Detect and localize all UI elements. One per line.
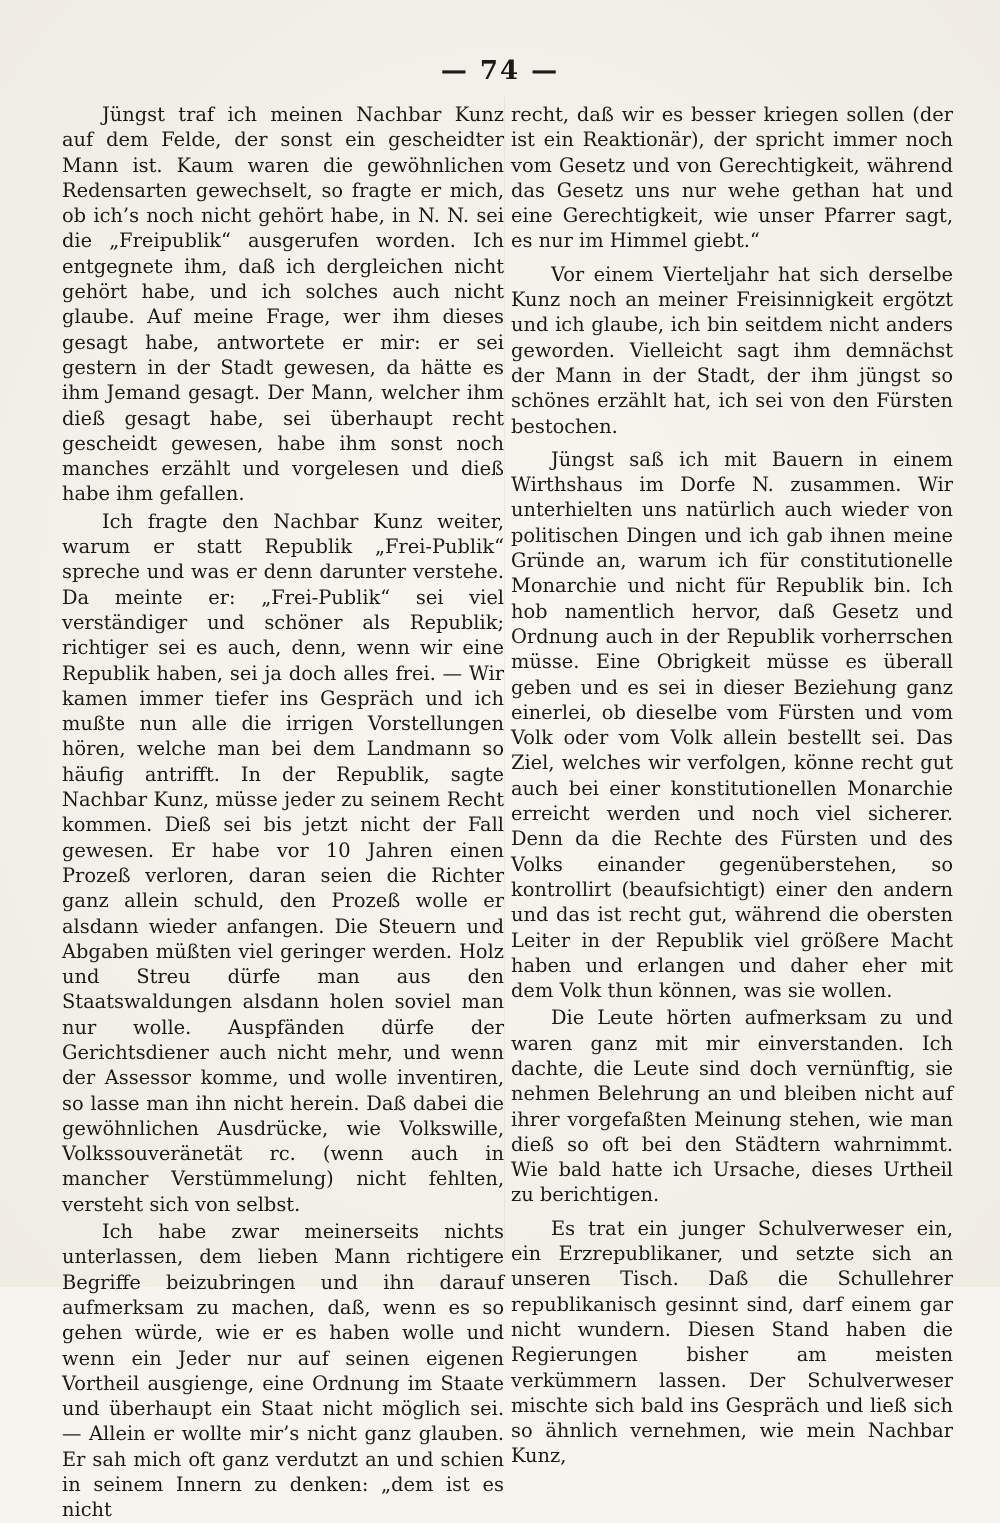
paragraph-6: Jüngst saß ich mit Bauern in einem Wirthshaus im Dorfe N. zusammen. Wir unterhielten uns natürlich auch wieder von politischen Dingen und ich gab ihnen meine Gründe an, warum ich für constitutionelle Monarchie und nicht für Republik bin. Ich hob namentlich hervor, daß Gesetz und Ordnung auch in der Republik vorherrschen müsse. Eine Obrigkeit müsse es überall geben und es sei in dieser Beziehung ganz einerlei, ob dieselbe vom Fürsten und vom Volk oder vom Volk allein bestellt sei. Das Ziel, welches wir verfolgen, könne recht gut auch bei einer konstitutionellen Monarchie erreicht werden und noch viel sicherer. Denn da die Rechte des Fürsten und des Volks einander gegenüberstehen, so kontrollirt (beaufsichtigt) einer den andern und das ist recht gut, während die obersten Leiter in der Republik viel größere Macht haben und erlangen und daher eher mit dem Volk thun können, was sie wollen.: [511, 447, 953, 1003]
right-column: [511, 102, 953, 1469]
left-column: [62, 102, 504, 1523]
paragraph-7: Die Leute hörten aufmerksam zu und waren ganz mit mir einverstanden. Ich dachte, die Leute sind doch vernünftig, sie nehmen Belehrung an und bleiben nicht auf ihrer vorgefaßten Meinung stehen, wie man dieß so oft bei den Städtern wahrnimmt. Wie bald hatte ich Ursache, dieses Urtheil zu berichtigen.: [511, 1006, 953, 1207]
paragraph-1: Jüngst traf ich meinen Nachbar Kunz auf dem Felde, der sonst ein gescheidter Mann ist. Kaum waren die gewöhnlichen Redensarten gewechselt, so fragte er mich, ob ich’s noch nicht gehört habe, in N. N. sei die „Freipublik“ ausgerufen worden. Ich entgegnete ihm, daß ich dergleichen nicht gehört habe, und ich solches auch nicht glaube. Auf meine Frage, wer ihm dieses gesagt habe, antwortete er mir: er sei gestern in der Stadt gewesen, da hätte es ihm Jemand gesagt. Der Mann, welcher ihm dieß gesagt habe, sei überhaupt recht gescheidt gewesen, habe ihm sonst noch manches erzählt und vorgelesen und dieß habe ihm gefallen.: [62, 103, 504, 506]
paragraph-5: Vor einem Vierteljahr hat sich derselbe Kunz noch an meiner Freisinnigkeit ergötzt und ich glaube, ich bin seitdem nicht anders geworden. Vielleicht sagt ihm demnächst der Mann in der Stadt, der ihm jüngst so schönes erzählt hat, ich sei von den Fürsten bestochen.: [511, 262, 953, 438]
paragraph-8: Es trat ein junger Schulverweser ein, ein Erzrepublikaner, und setzte sich an unseren Tisch. Daß die Schullehrer republikanisch gesinnt sind, darf einem gar nicht wundern. Diesen Stand haben die Regierungen bisher am meisten verkümmern lassen. Der Schulverweser mischte sich bald ins Gespräch und ließ sich so ähnlich vernehmen, wie mein Nachbar Kunz,: [511, 1216, 953, 1468]
paragraph-2: Ich fragte den Nachbar Kunz weiter, warum er statt Republik „Frei-Publik“ spreche und was er denn darunter verstehe. Da meinte er: „Frei-Publik“ sei viel verständiger und schöner als Republik; richtiger sei es auch, denn, wenn wir eine Republik haben, sei ja doch alles frei. — Wir kamen immer tiefer ins Gespräch und ich mußte nun alle die irrigen Vorstellungen hören, welche man bei dem Landmann so häufig antrifft. In der Republik, sagte Nachbar Kunz, müsse jeder zu seinem Recht kommen. Dieß sei bis jetzt nicht der Fall gewesen. Er habe vor 10 Jahren einen Prozeß verloren, daran seien die Richter ganz allein schuld, den Prozeß wolle er alsdann wieder anfangen. Die Steuern und Abgaben müßten viel geringer werden. Holz und Streu dürfe man aus den Staatswaldungen alsdann holen soviel man nur wolle. Auspfänden dürfe der Gerichtsdiener auch nicht mehr, und wenn der Assessor komme, und wolle inventiren, so lasse man ihn nicht herein. Daß dabei die gewöhnlichen Ausdrücke, wie Volkswille, Volkssouveränetät rc. (wenn auch in mancher Verstümmelung) nicht fehlten, versteht sich von selbst.: [62, 509, 504, 1216]
paragraph-4: recht, daß wir es besser kriegen sollen (der ist ein Reaktionär), der spricht immer noch vom Gesetz und von Gerechtigkeit, während das Gesetz uns nur wehe gethan hat und eine Gerechtigkeit, wie unser Pfarrer sagt, es nur im Himmel giebt.“: [511, 103, 953, 253]
column-gutter: [504, 96, 505, 1256]
page-number: — 74 —: [440, 56, 560, 86]
paragraph-3: Ich habe zwar meinerseits nichts unterlassen, dem lieben Mann richtigere Begriffe beizubringen und ihn darauf aufmerksam zu machen, daß, wenn es so gehen würde, wie er es haben wolle und wenn ein Jeder nur auf seinen eigenen Vortheil ausgienge, eine Ordnung im Staate und überhaupt ein Staat nicht möglich sei. — Allein er wollte mir’s nicht ganz glauben. Er sah mich oft ganz verdutzt an und schien in seinem Innern zu denken: „dem ist es nicht: [62, 1220, 504, 1522]
